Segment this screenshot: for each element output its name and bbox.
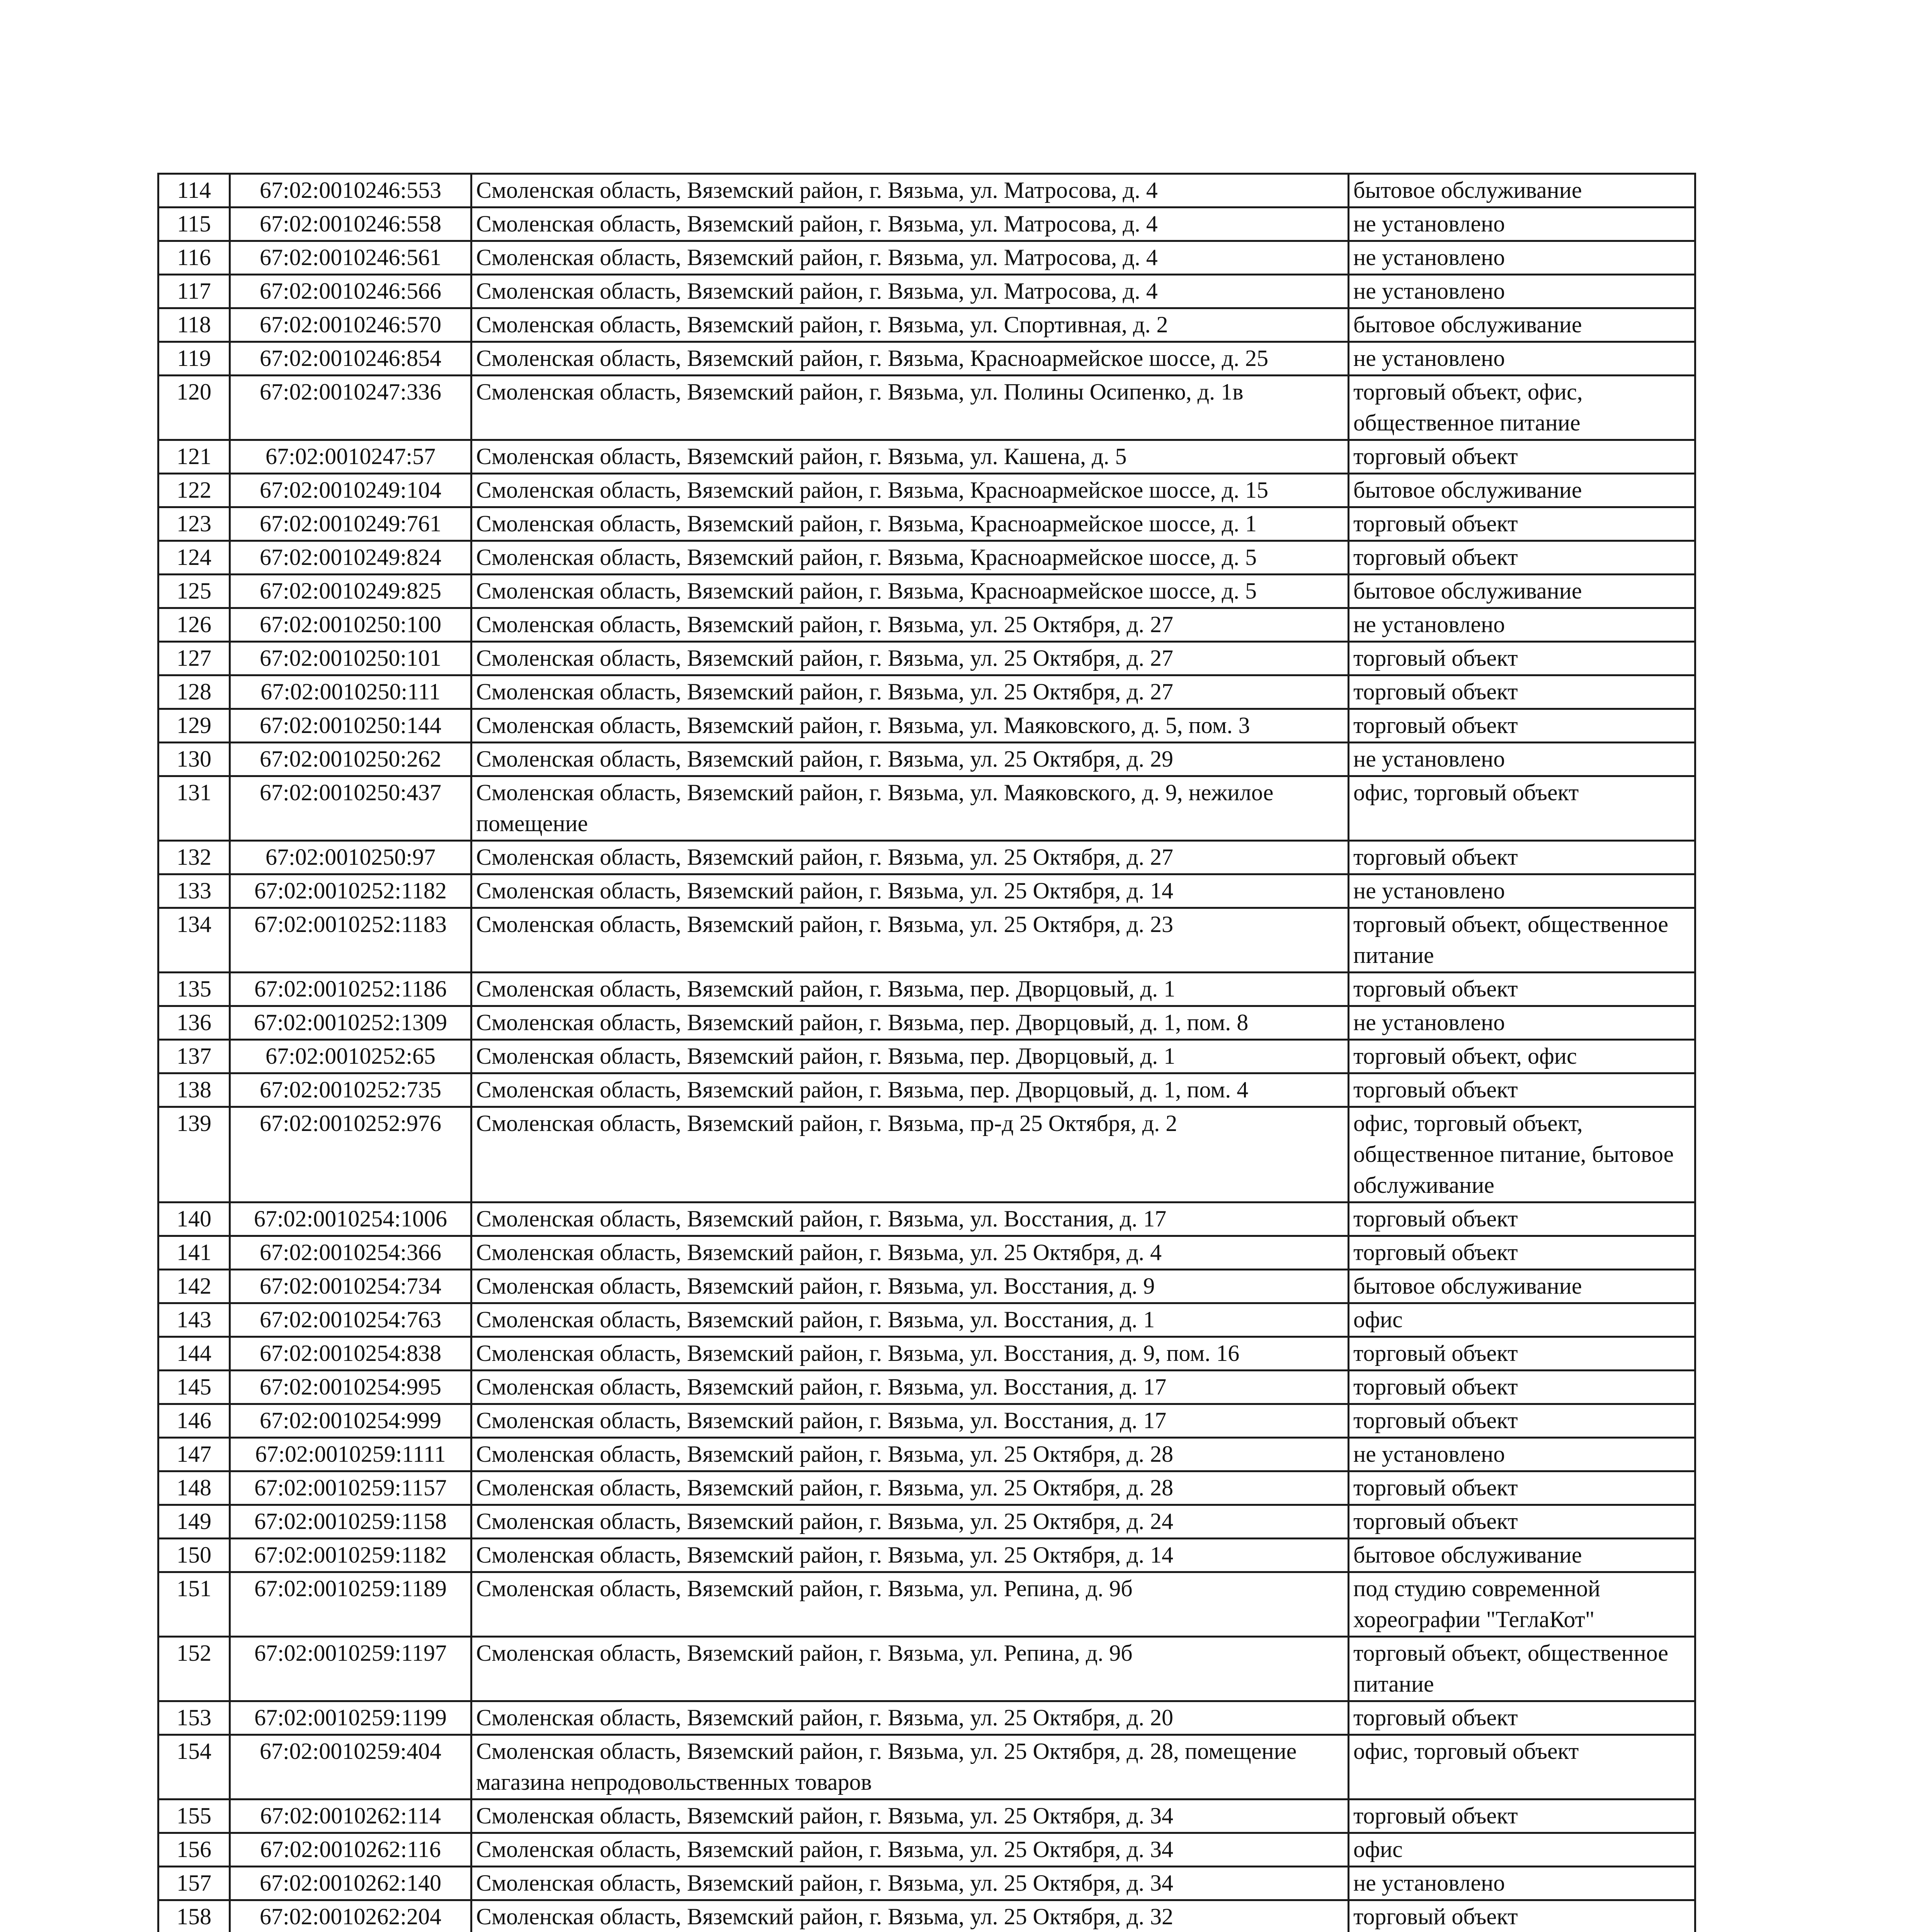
address-cell: Смоленская область, Вяземский район, г. Вязьма, ул. Репина, д. 9б bbox=[471, 1572, 1349, 1637]
usage-cell: бытовое обслуживание bbox=[1349, 1270, 1695, 1303]
usage-cell: торговый объект bbox=[1349, 1471, 1695, 1505]
cadastral-number-cell: 67:02:0010249:825 bbox=[230, 575, 471, 608]
table-row bbox=[158, 376, 1695, 440]
row-number-cell: 139 bbox=[158, 1107, 230, 1202]
address-cell: Смоленская область, Вяземский район, г. Вязьма, пер. Дворцовый, д. 1 bbox=[471, 973, 1349, 1006]
cadastral-number-cell: 67:02:0010262:114 bbox=[230, 1799, 471, 1833]
row-number-cell: 143 bbox=[158, 1303, 230, 1337]
usage-cell: офис, торговый объект bbox=[1349, 776, 1695, 841]
address-cell: Смоленская область, Вяземский район, г. Вязьма, ул. Матросова, д. 4 bbox=[471, 174, 1349, 207]
usage-cell: торговый объект bbox=[1349, 1236, 1695, 1270]
address-cell: Смоленская область, Вяземский район, г. Вязьма, Красноармейское шоссе, д. 5 bbox=[471, 541, 1349, 575]
address-cell: Смоленская область, Вяземский район, г. Вязьма, Красноармейское шоссе, д. 1 bbox=[471, 507, 1349, 541]
cadastral-number-cell: 67:02:0010254:366 bbox=[230, 1236, 471, 1270]
usage-cell: торговый объект bbox=[1349, 1505, 1695, 1539]
cadastral-number-cell: 67:02:0010250:262 bbox=[230, 743, 471, 776]
usage-cell: торговый объект bbox=[1349, 642, 1695, 675]
row-number-cell: 153 bbox=[158, 1701, 230, 1735]
cadastral-number-cell: 67:02:0010246:570 bbox=[230, 308, 471, 342]
usage-cell: торговый объект bbox=[1349, 1337, 1695, 1371]
row-number-cell: 114 bbox=[158, 174, 230, 207]
usage-cell: торговый объект, общественное питание bbox=[1349, 1637, 1695, 1701]
cadastral-number-cell: 67:02:0010252:976 bbox=[230, 1107, 471, 1202]
address-cell: Смоленская область, Вяземский район, г. Вязьма, ул. Маяковского, д. 5, пом. 3 bbox=[471, 709, 1349, 743]
table-row bbox=[158, 1539, 1695, 1572]
cadastral-number-cell: 67:02:0010262:140 bbox=[230, 1867, 471, 1900]
row-number-cell: 154 bbox=[158, 1735, 230, 1799]
address-cell: Смоленская область, Вяземский район, г. Вязьма, ул. 25 Октября, д. 27 bbox=[471, 675, 1349, 709]
row-number-cell: 140 bbox=[158, 1202, 230, 1236]
address-cell: Смоленская область, Вяземский район, г. Вязьма, ул. Восстания, д. 1 bbox=[471, 1303, 1349, 1337]
row-number-cell: 120 bbox=[158, 376, 230, 440]
row-number-cell: 116 bbox=[158, 241, 230, 275]
address-cell: Смоленская область, Вяземский район, г. Вязьма, ул. 25 Октября, д. 28, помещение магазина непродовольственных товаров bbox=[471, 1735, 1349, 1799]
table-row bbox=[158, 1236, 1695, 1270]
usage-cell: офис, торговый объект, общественное питание, бытовое обслуживание bbox=[1349, 1107, 1695, 1202]
address-cell: Смоленская область, Вяземский район, г. Вязьма, ул. 25 Октября, д. 27 bbox=[471, 608, 1349, 642]
cadastral-number-cell: 67:02:0010246:553 bbox=[230, 174, 471, 207]
row-number-cell: 151 bbox=[158, 1572, 230, 1637]
row-number-cell: 128 bbox=[158, 675, 230, 709]
cadastral-number-cell: 67:02:0010254:734 bbox=[230, 1270, 471, 1303]
address-cell: Смоленская область, Вяземский район, г. Вязьма, ул. Восстания, д. 17 bbox=[471, 1371, 1349, 1404]
usage-cell: не установлено bbox=[1349, 1006, 1695, 1040]
row-number-cell: 134 bbox=[158, 908, 230, 973]
usage-cell: торговый объект, офис bbox=[1349, 1040, 1695, 1073]
table-row bbox=[158, 1637, 1695, 1701]
table-row bbox=[158, 1404, 1695, 1438]
table-row bbox=[158, 1006, 1695, 1040]
cadastral-number-cell: 67:02:0010250:437 bbox=[230, 776, 471, 841]
cadastral-number-cell: 67:02:0010250:101 bbox=[230, 642, 471, 675]
cadastral-number-cell: 67:02:0010249:761 bbox=[230, 507, 471, 541]
property-table bbox=[157, 173, 1696, 1932]
table-row bbox=[158, 342, 1695, 376]
table-row bbox=[158, 1202, 1695, 1236]
address-cell: Смоленская область, Вяземский район, г. Вязьма, ул. Репина, д. 9б bbox=[471, 1637, 1349, 1701]
usage-cell: не установлено bbox=[1349, 608, 1695, 642]
table-row bbox=[158, 440, 1695, 474]
row-number-cell: 148 bbox=[158, 1471, 230, 1505]
usage-cell: бытовое обслуживание bbox=[1349, 575, 1695, 608]
address-cell: Смоленская область, Вяземский район, г. Вязьма, ул. 25 Октября, д. 34 bbox=[471, 1799, 1349, 1833]
cadastral-number-cell: 67:02:0010250:111 bbox=[230, 675, 471, 709]
usage-cell: офис bbox=[1349, 1833, 1695, 1867]
usage-cell: торговый объект bbox=[1349, 1073, 1695, 1107]
row-number-cell: 121 bbox=[158, 440, 230, 474]
usage-cell: под студию современной хореографии "ТеглаКот" bbox=[1349, 1572, 1695, 1637]
table-row bbox=[158, 874, 1695, 908]
table-row bbox=[158, 908, 1695, 973]
table-row bbox=[158, 1040, 1695, 1073]
usage-cell: не установлено bbox=[1349, 1438, 1695, 1471]
cadastral-number-cell: 67:02:0010246:561 bbox=[230, 241, 471, 275]
table-row bbox=[158, 1735, 1695, 1799]
row-number-cell: 129 bbox=[158, 709, 230, 743]
usage-cell: торговый объект bbox=[1349, 841, 1695, 874]
address-cell: Смоленская область, Вяземский район, г. Вязьма, ул. Матросова, д. 4 bbox=[471, 207, 1349, 241]
row-number-cell: 147 bbox=[158, 1438, 230, 1471]
row-number-cell: 127 bbox=[158, 642, 230, 675]
cadastral-number-cell: 67:02:0010252:1309 bbox=[230, 1006, 471, 1040]
table-row bbox=[158, 841, 1695, 874]
row-number-cell: 156 bbox=[158, 1833, 230, 1867]
table-row bbox=[158, 1900, 1695, 1932]
cadastral-number-cell: 67:02:0010252:1186 bbox=[230, 973, 471, 1006]
row-number-cell: 125 bbox=[158, 575, 230, 608]
address-cell: Смоленская область, Вяземский район, г. Вязьма, пер. Дворцовый, д. 1, пом. 4 bbox=[471, 1073, 1349, 1107]
usage-cell: бытовое обслуживание bbox=[1349, 1539, 1695, 1572]
row-number-cell: 149 bbox=[158, 1505, 230, 1539]
row-number-cell: 126 bbox=[158, 608, 230, 642]
address-cell: Смоленская область, Вяземский район, г. Вязьма, Красноармейское шоссе, д. 5 bbox=[471, 575, 1349, 608]
address-cell: Смоленская область, Вяземский район, г. Вязьма, Красноармейское шоссе, д. 15 bbox=[471, 474, 1349, 507]
row-number-cell: 158 bbox=[158, 1900, 230, 1932]
cadastral-number-cell: 67:02:0010262:116 bbox=[230, 1833, 471, 1867]
cadastral-number-cell: 67:02:0010246:558 bbox=[230, 207, 471, 241]
row-number-cell: 117 bbox=[158, 275, 230, 308]
usage-cell: офис, торговый объект bbox=[1349, 1735, 1695, 1799]
address-cell: Смоленская область, Вяземский район, г. Вязьма, ул. Восстания, д. 9, пом. 16 bbox=[471, 1337, 1349, 1371]
cadastral-number-cell: 67:02:0010259:404 bbox=[230, 1735, 471, 1799]
usage-cell: торговый объект bbox=[1349, 1900, 1695, 1932]
cadastral-number-cell: 67:02:0010246:566 bbox=[230, 275, 471, 308]
table-row bbox=[158, 1438, 1695, 1471]
table-row bbox=[158, 474, 1695, 507]
address-cell: Смоленская область, Вяземский район, г. Вязьма, ул. 25 Октября, д. 27 bbox=[471, 841, 1349, 874]
table-row bbox=[158, 1270, 1695, 1303]
cadastral-number-cell: 67:02:0010259:1157 bbox=[230, 1471, 471, 1505]
table-row bbox=[158, 743, 1695, 776]
address-cell: Смоленская область, Вяземский район, г. Вязьма, ул. Полины Осипенко, д. 1в bbox=[471, 376, 1349, 440]
cadastral-number-cell: 67:02:0010249:824 bbox=[230, 541, 471, 575]
usage-cell: торговый объект bbox=[1349, 709, 1695, 743]
row-number-cell: 155 bbox=[158, 1799, 230, 1833]
usage-cell: торговый объект, офис, общественное питание bbox=[1349, 376, 1695, 440]
table-row bbox=[158, 1471, 1695, 1505]
usage-cell: не установлено bbox=[1349, 743, 1695, 776]
table-row bbox=[158, 275, 1695, 308]
row-number-cell: 115 bbox=[158, 207, 230, 241]
usage-cell: не установлено bbox=[1349, 207, 1695, 241]
row-number-cell: 124 bbox=[158, 541, 230, 575]
cadastral-number-cell: 67:02:0010252:1182 bbox=[230, 874, 471, 908]
usage-cell: торговый объект bbox=[1349, 1404, 1695, 1438]
table-row bbox=[158, 642, 1695, 675]
row-number-cell: 130 bbox=[158, 743, 230, 776]
row-number-cell: 150 bbox=[158, 1539, 230, 1572]
address-cell: Смоленская область, Вяземский район, г. Вязьма, ул. 25 Октября, д. 4 bbox=[471, 1236, 1349, 1270]
row-number-cell: 138 bbox=[158, 1073, 230, 1107]
address-cell: Смоленская область, Вяземский район, г. Вязьма, ул. 25 Октября, д. 24 bbox=[471, 1505, 1349, 1539]
usage-cell: не установлено bbox=[1349, 874, 1695, 908]
table-row bbox=[158, 507, 1695, 541]
address-cell: Смоленская область, Вяземский район, г. Вязьма, Красноармейское шоссе, д. 25 bbox=[471, 342, 1349, 376]
row-number-cell: 144 bbox=[158, 1337, 230, 1371]
row-number-cell: 142 bbox=[158, 1270, 230, 1303]
row-number-cell: 131 bbox=[158, 776, 230, 841]
address-cell: Смоленская область, Вяземский район, г. Вязьма, пер. Дворцовый, д. 1, пом. 8 bbox=[471, 1006, 1349, 1040]
usage-cell: торговый объект bbox=[1349, 541, 1695, 575]
address-cell: Смоленская область, Вяземский район, г. Вязьма, ул. 25 Октября, д. 20 bbox=[471, 1701, 1349, 1735]
address-cell: Смоленская область, Вяземский район, г. Вязьма, ул. 25 Октября, д. 28 bbox=[471, 1471, 1349, 1505]
address-cell: Смоленская область, Вяземский район, г. Вязьма, ул. 25 Октября, д. 14 bbox=[471, 1539, 1349, 1572]
cadastral-number-cell: 67:02:0010259:1111 bbox=[230, 1438, 471, 1471]
usage-cell: торговый объект bbox=[1349, 675, 1695, 709]
address-cell: Смоленская область, Вяземский район, г. Вязьма, ул. Кашена, д. 5 bbox=[471, 440, 1349, 474]
table-row bbox=[158, 1867, 1695, 1900]
usage-cell: торговый объект bbox=[1349, 507, 1695, 541]
address-cell: Смоленская область, Вяземский район, г. Вязьма, ул. 25 Октября, д. 27 bbox=[471, 642, 1349, 675]
cadastral-number-cell: 67:02:0010262:204 bbox=[230, 1900, 471, 1932]
cadastral-number-cell: 67:02:0010249:104 bbox=[230, 474, 471, 507]
usage-cell: торговый объект bbox=[1349, 973, 1695, 1006]
cadastral-number-cell: 67:02:0010259:1158 bbox=[230, 1505, 471, 1539]
row-number-cell: 136 bbox=[158, 1006, 230, 1040]
cadastral-number-cell: 67:02:0010250:97 bbox=[230, 841, 471, 874]
row-number-cell: 157 bbox=[158, 1867, 230, 1900]
row-number-cell: 122 bbox=[158, 474, 230, 507]
table-row bbox=[158, 1799, 1695, 1833]
usage-cell: бытовое обслуживание bbox=[1349, 174, 1695, 207]
cadastral-number-cell: 67:02:0010250:100 bbox=[230, 608, 471, 642]
address-cell: Смоленская область, Вяземский район, г. Вязьма, ул. 25 Октября, д. 32 bbox=[471, 1900, 1349, 1932]
usage-cell: торговый объект bbox=[1349, 440, 1695, 474]
address-cell: Смоленская область, Вяземский район, г. Вязьма, ул. Восстания, д. 17 bbox=[471, 1404, 1349, 1438]
address-cell: Смоленская область, Вяземский район, г. Вязьма, пр-д 25 Октября, д. 2 bbox=[471, 1107, 1349, 1202]
usage-cell: не установлено bbox=[1349, 342, 1695, 376]
address-cell: Смоленская область, Вяземский район, г. Вязьма, ул. Восстания, д. 9 bbox=[471, 1270, 1349, 1303]
address-cell: Смоленская область, Вяземский район, г. Вязьма, ул. 25 Октября, д. 29 bbox=[471, 743, 1349, 776]
table-row bbox=[158, 241, 1695, 275]
cadastral-number-cell: 67:02:0010246:854 bbox=[230, 342, 471, 376]
table-row bbox=[158, 608, 1695, 642]
row-number-cell: 132 bbox=[158, 841, 230, 874]
usage-cell: торговый объект bbox=[1349, 1202, 1695, 1236]
row-number-cell: 141 bbox=[158, 1236, 230, 1270]
table-row bbox=[158, 1073, 1695, 1107]
cadastral-number-cell: 67:02:0010259:1182 bbox=[230, 1539, 471, 1572]
table-row bbox=[158, 1833, 1695, 1867]
address-cell: Смоленская область, Вяземский район, г. Вязьма, ул. 25 Октября, д. 14 bbox=[471, 874, 1349, 908]
cadastral-number-cell: 67:02:0010247:57 bbox=[230, 440, 471, 474]
address-cell: Смоленская область, Вяземский район, г. Вязьма, ул. 25 Октября, д. 28 bbox=[471, 1438, 1349, 1471]
table-row bbox=[158, 973, 1695, 1006]
cadastral-number-cell: 67:02:0010252:735 bbox=[230, 1073, 471, 1107]
cadastral-number-cell: 67:02:0010252:1183 bbox=[230, 908, 471, 973]
table-row bbox=[158, 207, 1695, 241]
address-cell: Смоленская область, Вяземский район, г. Вязьма, ул. 25 Октября, д. 34 bbox=[471, 1867, 1349, 1900]
usage-cell: бытовое обслуживание bbox=[1349, 308, 1695, 342]
table-row bbox=[158, 308, 1695, 342]
table-row bbox=[158, 1371, 1695, 1404]
row-number-cell: 118 bbox=[158, 308, 230, 342]
cadastral-number-cell: 67:02:0010254:999 bbox=[230, 1404, 471, 1438]
table-row bbox=[158, 776, 1695, 841]
table-row bbox=[158, 1303, 1695, 1337]
row-number-cell: 123 bbox=[158, 507, 230, 541]
row-number-cell: 133 bbox=[158, 874, 230, 908]
usage-cell: торговый объект bbox=[1349, 1371, 1695, 1404]
row-number-cell: 152 bbox=[158, 1637, 230, 1701]
address-cell: Смоленская область, Вяземский район, г. Вязьма, ул. Восстания, д. 17 bbox=[471, 1202, 1349, 1236]
address-cell: Смоленская область, Вяземский район, г. Вязьма, пер. Дворцовый, д. 1 bbox=[471, 1040, 1349, 1073]
usage-cell: офис bbox=[1349, 1303, 1695, 1337]
usage-cell: бытовое обслуживание bbox=[1349, 474, 1695, 507]
usage-cell: не установлено bbox=[1349, 241, 1695, 275]
row-number-cell: 119 bbox=[158, 342, 230, 376]
usage-cell: торговый объект, общественное питание bbox=[1349, 908, 1695, 973]
table-row bbox=[158, 541, 1695, 575]
usage-cell: не установлено bbox=[1349, 1867, 1695, 1900]
cadastral-number-cell: 67:02:0010259:1197 bbox=[230, 1637, 471, 1701]
table-row bbox=[158, 675, 1695, 709]
address-cell: Смоленская область, Вяземский район, г. Вязьма, ул. Спортивная, д. 2 bbox=[471, 308, 1349, 342]
table-row bbox=[158, 1572, 1695, 1637]
cadastral-number-cell: 67:02:0010254:995 bbox=[230, 1371, 471, 1404]
cadastral-number-cell: 67:02:0010254:763 bbox=[230, 1303, 471, 1337]
table-row bbox=[158, 1701, 1695, 1735]
table-row bbox=[158, 174, 1695, 207]
table-row bbox=[158, 1505, 1695, 1539]
row-number-cell: 146 bbox=[158, 1404, 230, 1438]
cadastral-number-cell: 67:02:0010259:1199 bbox=[230, 1701, 471, 1735]
cadastral-number-cell: 67:02:0010252:65 bbox=[230, 1040, 471, 1073]
usage-cell: торговый объект bbox=[1349, 1799, 1695, 1833]
table-row bbox=[158, 1337, 1695, 1371]
row-number-cell: 137 bbox=[158, 1040, 230, 1073]
usage-cell: торговый объект bbox=[1349, 1701, 1695, 1735]
cadastral-number-cell: 67:02:0010247:336 bbox=[230, 376, 471, 440]
table-row bbox=[158, 709, 1695, 743]
cadastral-number-cell: 67:02:0010254:1006 bbox=[230, 1202, 471, 1236]
row-number-cell: 145 bbox=[158, 1371, 230, 1404]
address-cell: Смоленская область, Вяземский район, г. Вязьма, ул. Матросова, д. 4 bbox=[471, 275, 1349, 308]
row-number-cell: 135 bbox=[158, 973, 230, 1006]
cadastral-number-cell: 67:02:0010254:838 bbox=[230, 1337, 471, 1371]
cadastral-number-cell: 67:02:0010259:1189 bbox=[230, 1572, 471, 1637]
table-row bbox=[158, 575, 1695, 608]
address-cell: Смоленская область, Вяземский район, г. Вязьма, ул. 25 Октября, д. 34 bbox=[471, 1833, 1349, 1867]
cadastral-number-cell: 67:02:0010250:144 bbox=[230, 709, 471, 743]
usage-cell: не установлено bbox=[1349, 275, 1695, 308]
address-cell: Смоленская область, Вяземский район, г. Вязьма, ул. Матросова, д. 4 bbox=[471, 241, 1349, 275]
address-cell: Смоленская область, Вяземский район, г. Вязьма, ул. 25 Октября, д. 23 bbox=[471, 908, 1349, 973]
table-row bbox=[158, 1107, 1695, 1202]
address-cell: Смоленская область, Вяземский район, г. Вязьма, ул. Маяковского, д. 9, нежилое помещение bbox=[471, 776, 1349, 841]
table-body bbox=[158, 174, 1695, 1932]
